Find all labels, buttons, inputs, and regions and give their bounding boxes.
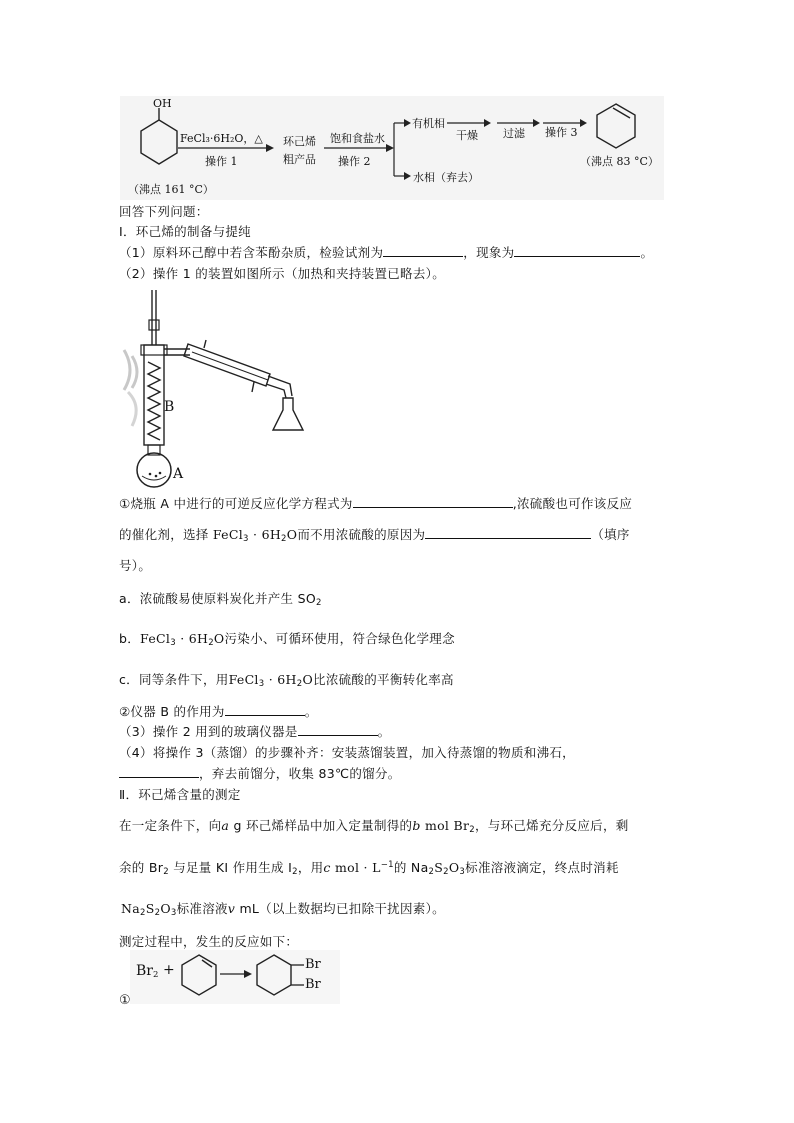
- paragraph-2: 余的 $Br_2$ 与足量 KI 作用生成 $I_2$，用c mol · $L^{-1}$的 $Na_2S_2O_3$标准溶液滴定，终点时消耗: [119, 860, 619, 877]
- plus-sign: +: [163, 962, 175, 978]
- question-2-1-line1: ①烧瓶 A 中进行的可逆反应化学方程式为 ,浓硫酸也可作该反应: [119, 496, 633, 511]
- br-bottom: Br: [305, 977, 321, 992]
- option-b: b．FeCl$_3$ · $6H_2O$污染小、可循环使用，符合绿色化学理念: [119, 631, 455, 648]
- question-2-2: ②仪器 B 的作用为 。: [119, 704, 318, 719]
- oh-label: OH: [153, 97, 172, 110]
- question-4-line2: ，弃去前馏分，收集 83℃的馏分。: [119, 764, 401, 782]
- organic-phase-label: 有机相: [412, 117, 445, 130]
- op3-label: 操作 3: [545, 126, 578, 139]
- br-top: Br: [305, 957, 321, 972]
- section-1-heading: Ⅰ．环己烯的制备与提纯: [119, 224, 251, 239]
- question-2: （2）操作 1 的装置如图所示（加热和夹持装置已略去）。: [119, 266, 446, 281]
- question-2-1-line2: 的催化剂，选择 FeCl$_3$ · $6H_2O$而不用浓硫酸的原因为 （填序: [119, 527, 630, 544]
- dry-label: 干燥: [456, 129, 478, 142]
- question-3: （3）操作 2 用到的玻璃仪器是 。: [119, 724, 391, 739]
- br2-reactant: $Br_2$: [136, 963, 159, 980]
- op2-label: 操作 2: [338, 155, 371, 168]
- aqueous-phase-label: 水相（弃去）: [413, 171, 479, 184]
- section-2-heading: Ⅱ．环己烯含量的测定: [119, 787, 241, 802]
- crude-line1: 环己烯: [283, 135, 316, 148]
- paragraph-1: 在一定条件下，向a g 环己烯样品中加入定量制得的b mol $Br_2$，与环己烯充分反应后，剩: [119, 818, 629, 835]
- label-a: A: [173, 466, 184, 482]
- bp-left-label: （沸点 161 °C）: [128, 183, 214, 196]
- question-2-1-line3: 号）。: [119, 558, 152, 573]
- crude-line2: 粗产品: [283, 153, 316, 166]
- filter-label: 过滤: [503, 127, 525, 140]
- paragraph-4: 测定过程中，发生的反应如下：: [119, 934, 299, 949]
- reaction-number: ①: [119, 993, 131, 1008]
- brine-label: 饱和食盐水: [330, 132, 385, 145]
- op1-label: 操作 1: [205, 155, 238, 168]
- reagent-label: FeCl₃·6H₂O，△: [180, 132, 263, 145]
- label-b: B: [164, 399, 175, 415]
- paragraph-3: $Na_2S_2O_3$标准溶液v mL（以上数据均已扣除干扰因素）。: [121, 901, 445, 918]
- question-1: （1）原料环己醇中若含苯酚杂质，检验试剂为 ，现象为 。: [119, 245, 654, 260]
- intro-text: 回答下列问题：: [119, 204, 209, 219]
- option-c: c．同等条件下，用FeCl$_3$ · $6H_2O$比浓硫酸的平衡转化率高: [119, 672, 454, 689]
- bp-right-label: （沸点 83 °C）: [580, 155, 659, 168]
- question-4-line1: （4）将操作 3（蒸馏）的步骤补齐：安装蒸馏装置，加入待蒸馏的物质和沸石，: [119, 745, 575, 760]
- option-a: a．浓硫酸易使原料炭化并产生 $SO_2$: [119, 591, 322, 608]
